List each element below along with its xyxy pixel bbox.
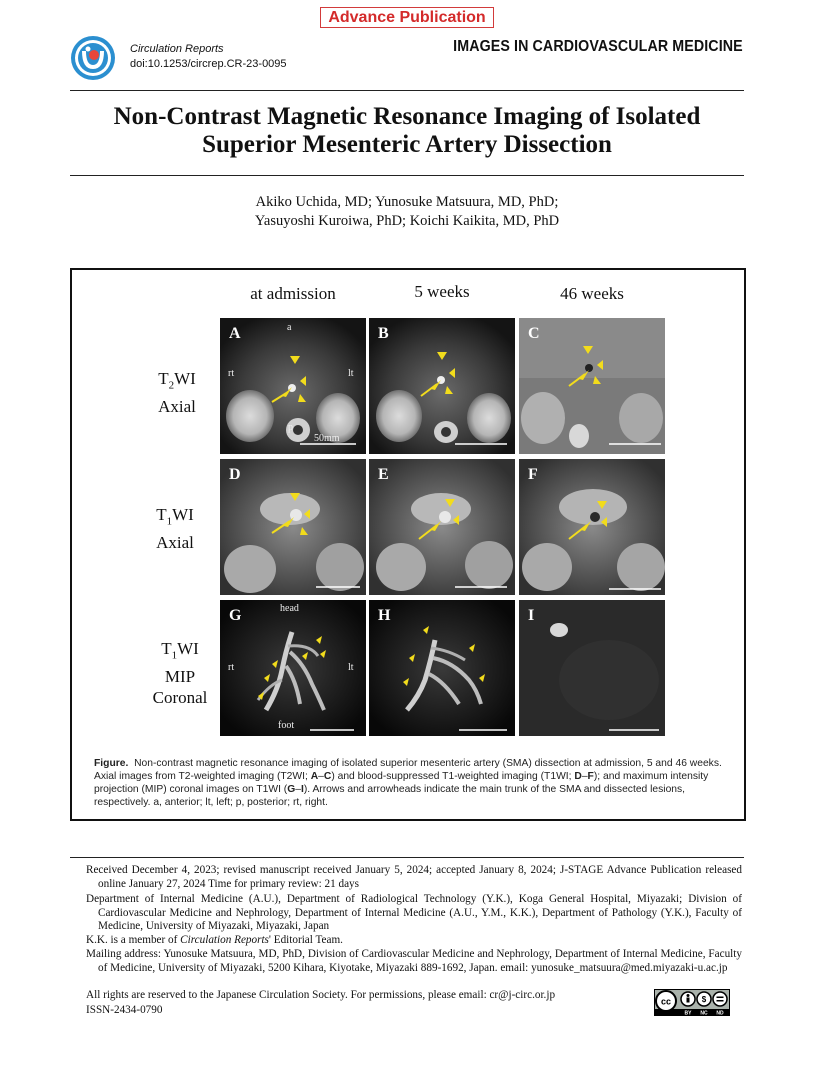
mailing-address: Mailing address: Yunosuke Matsuura, MD, PhD, Division of Cardiovascular Medicine and Nephrology, Department of Internal Medicine, Faculty of Medicine, University of Miyazaki, 5200 Kihara, Kiyotake, Miyazaki 889-1692, Japan. email: yunosuke_matsuura@med.miyazaki-u.ac.jp [86,948,742,974]
article-title [70,103,744,159]
mri-t2-axial-46-weeks [519,318,665,454]
panel-label-c: C [528,325,540,342]
journal-name: Circulation Reports [130,43,224,55]
rights-statement: All rights are reserved to the Japanese Circulation Society. For permissions, please email: cr@j-circ.or.jp [86,989,556,1001]
svg-text:NC: NC [700,1010,708,1016]
editorial-member-note: K.K. is a member of Circulation Reports' Editorial Team. [86,934,343,946]
row-label-t2wi-axial: $T_2WI$ Axial [158,369,196,417]
overlay-posterior: p [288,422,293,433]
overlay-scale: 50mm [314,433,340,444]
journal-logo-icon [70,35,116,81]
mri-t1-axial-5-weeks [369,459,515,595]
panel-label-h: H [378,607,391,624]
panel-f [519,459,665,595]
mri-mip-coronal-46-weeks [519,600,665,736]
overlay-left-coronal: lt [348,662,354,673]
col-header-46-weeks: 46 weeks [560,284,624,303]
col-header-5-weeks: 5 weeks [414,282,470,301]
authors-line-1: Akiko Uchida, MD; Yunosuke Matsuura, MD, PhD; [255,194,559,210]
panel-label-a: A [229,325,241,342]
svg-text:cc: cc [660,996,672,1007]
panel-label-b: B [378,325,389,342]
panel-label-d: D [229,466,241,483]
title-line-2: Superior Mesenteric Artery Dissection [202,131,612,158]
caption-label: Figure. [94,758,129,769]
panel-label-f: F [528,466,538,483]
section-heading: IMAGES IN CARDIOVASCULAR MEDICINE [453,38,743,55]
overlay-foot: foot [278,720,295,731]
panel-label-g: G [229,607,242,624]
footnote-rule [70,857,744,858]
author-list [70,193,744,231]
overlay-anterior: a [287,322,292,333]
mri-mip-coronal-5-weeks [369,600,515,736]
panel-e [369,459,515,595]
svg-text:$: $ [701,995,707,1004]
affiliations: Department of Internal Medicine (A.U.), Department of Radiological Technology (Y.K.), Koga General Hospital, Miyazaki; Division of Cardiovascular Medicine and Nephrology, Department of Internal Medicine (A.U., Y.M., K.K.), Department of Pathology (Y.K.), Faculty of Medicine, University of Miyazaki, Miyazaki, Japan [86,893,742,932]
mri-t1-axial-admission [220,459,366,595]
header-rule [70,90,744,91]
cc-by-nc-nd-license-icon [654,989,730,1016]
col-header-admission: at admission [250,284,336,303]
advance-publication-badge: Advance Publication [320,7,494,28]
panel-label-e: E [378,466,389,483]
panel-label-i: I [528,607,535,624]
mri-t2-axial-admission [220,318,366,454]
overlay-right: rt [228,368,235,379]
mri-t1-axial-46-weeks [519,459,665,595]
title-rule [70,175,744,176]
mri-t2-axial-5-weeks [369,318,515,454]
overlay-right-coronal: rt [228,662,235,673]
overlay-left: lt [348,368,354,379]
svg-text:ND: ND [716,1010,724,1016]
doi: doi:10.1253/circrep.CR-23-0095 [130,58,287,70]
row-label-t1wi-mip-coronal: $T_1WI$ MIP Coronal [152,639,208,708]
authors-line-2: Yasuyoshi Kuroiwa, PhD; Koichi Kaikita, MD, PhD [254,213,560,229]
overlay-head: head [280,603,299,614]
svg-text:BY: BY [684,1010,692,1016]
panel-d [220,459,366,595]
title-line-1: Non-Contrast Magnetic Resonance Imaging of Isolated [113,103,701,130]
figure-caption: Figure. Non-contrast magnetic resonance imaging of isolated superior mesenteric artery (SMA) dissection at admission, 5 and 46 weeks. Axial images from T2-weighted imaging (T2WI; A–C) and blood-suppressed T1-weighted imaging (T1WI; D–F); and maximum intensity projection (MIP) coronal images on T1WI (G–I). Arrows and arrowheads indicate the main trunk of the SMA and dissected lesions, respectively. a, anterior; lt, left; p, posterior; rt, right. [94,758,722,808]
panel-g [220,600,366,736]
panel-c [519,318,665,454]
row-label-t1wi-axial: $T_1WI$ Axial [156,505,194,553]
issn: ISSN-2434-0790 [86,1004,163,1016]
panel-h [369,600,515,736]
panel-i [519,600,665,736]
mri-mip-coronal-admission [220,600,366,736]
panel-b [369,318,515,454]
panel-a [220,318,366,454]
received-dates: Received December 4, 2023; revised manuscript received January 5, 2024; accepted January 8, 2024; J-STAGE Advance Publication released online January 27, 2024 Time for primary review: 21 days [86,864,742,890]
